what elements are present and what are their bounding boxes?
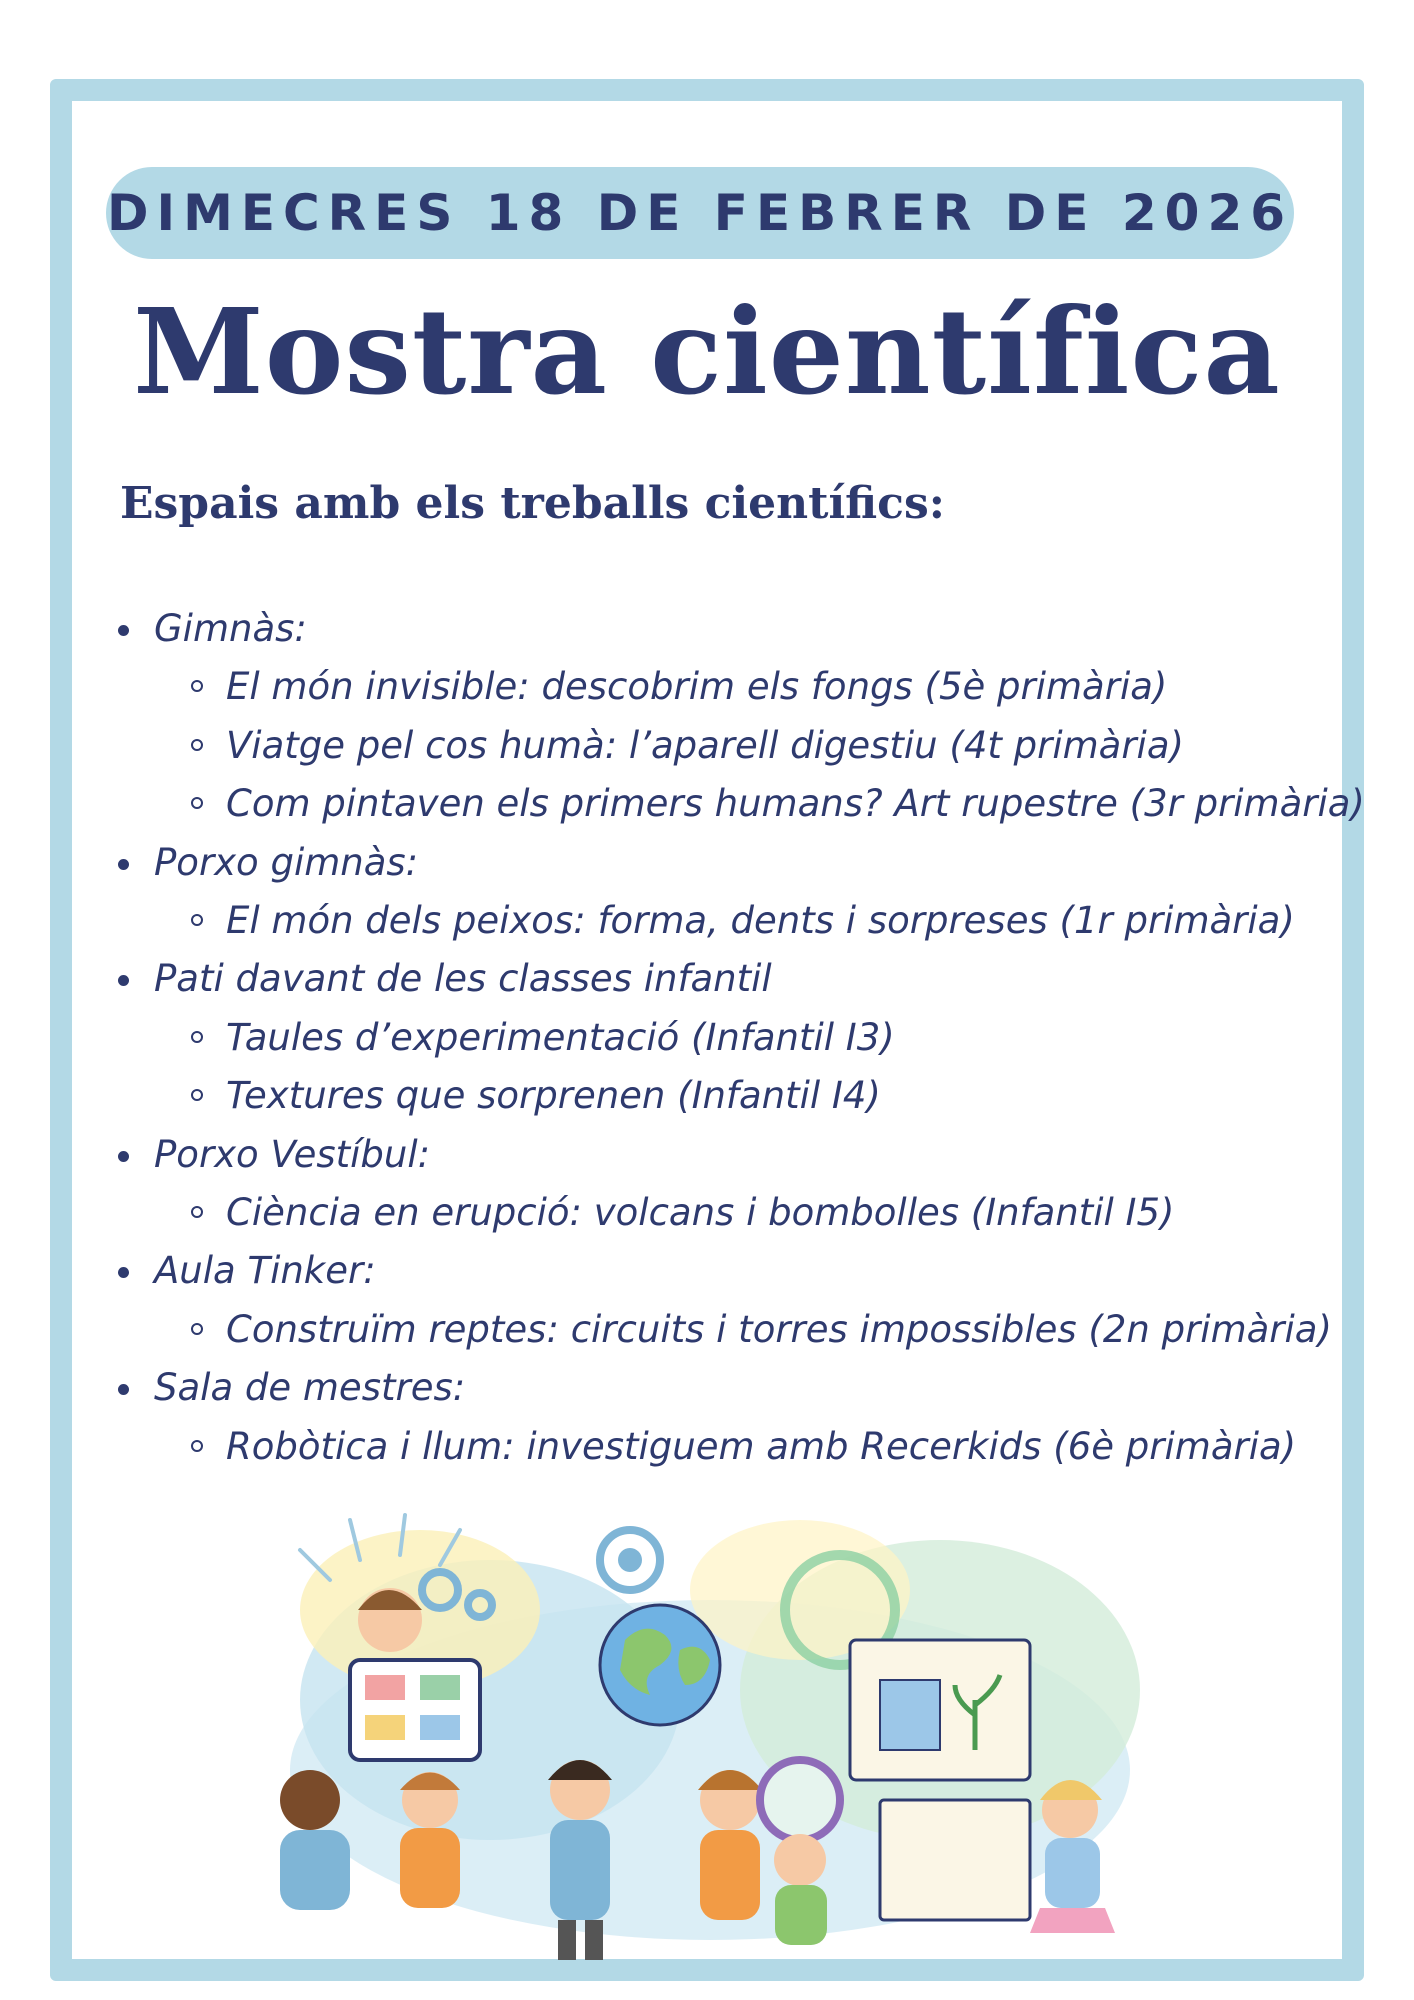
project-item: El món dels peixos: forma, dents i sorpreses (1r primària) (118, 892, 1365, 950)
location-porxo-vestibul: Porxo Vestíbul: (118, 1126, 1365, 1184)
section-subtitle: Espais amb els treballs científics: (120, 478, 945, 529)
project-item: Construïm reptes: circuits i torres impossibles (2n primària) (118, 1301, 1365, 1359)
kids-science-illustration-icon (240, 1500, 1170, 1970)
project-item: Com pintaven els primers humans? Art rupestre (3r primària) (118, 775, 1365, 833)
project-item: Taules d’experimentació (Infantil I3) (118, 1009, 1365, 1067)
location-porxo-gimnas: Porxo gimnàs: (118, 834, 1365, 892)
project-item: Textures que sorprenen (Infantil I4) (118, 1067, 1365, 1125)
date-banner (106, 167, 1294, 259)
project-item: Robòtica i llum: investiguem amb Recerkids (6è primària) (118, 1418, 1365, 1476)
location-sala-mestres: Sala de mestres: (118, 1359, 1365, 1417)
project-item: Viatge pel cos humà: l’aparell digestiu (4t primària) (118, 717, 1365, 775)
location-aula-tinker: Aula Tinker: (118, 1242, 1365, 1300)
locations-list (118, 600, 1365, 1476)
event-date: DIMECRES 18 DE FEBRER DE 2026 (106, 184, 1294, 242)
project-item: Ciència en erupció: volcans i bombolles (Infantil I5) (118, 1184, 1365, 1242)
location-pati-infantil: Pati davant de les classes infantil (118, 950, 1365, 1008)
poster-title: Mostra científica (133, 282, 1281, 421)
location-gimnas: Gimnàs: (118, 600, 1365, 658)
project-item: El món invisible: descobrim els fongs (5è primària) (118, 658, 1365, 716)
